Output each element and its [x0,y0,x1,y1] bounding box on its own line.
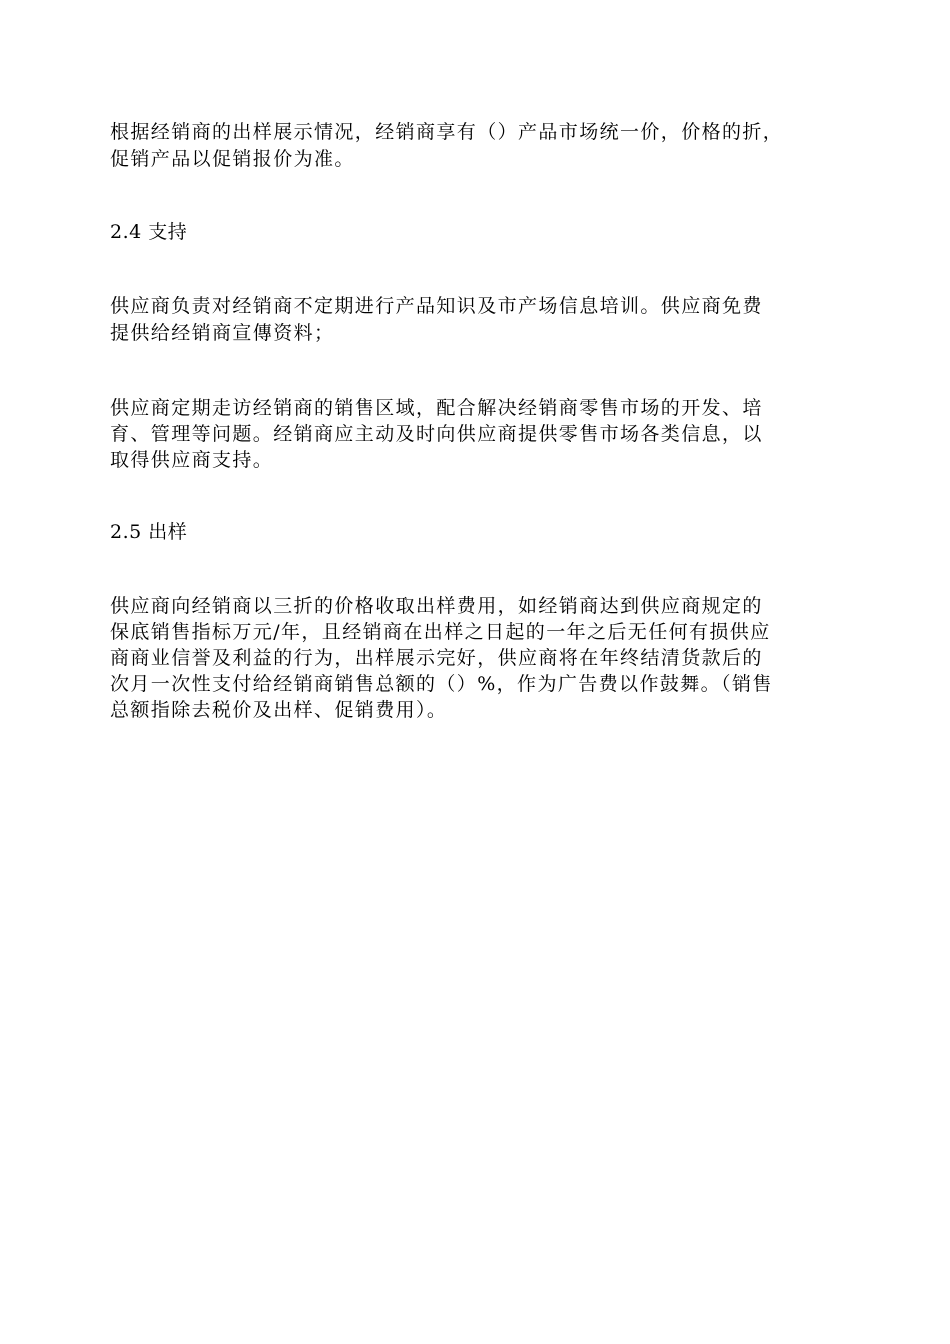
paragraph-4-line-3: 商商业信誉及利益的行为，出样展示完好，供应商将在年终结清货款后的 [110,647,763,669]
paragraph-4-line-1: 供应商向经销商以三折的价格收取出样费用，如经销商达到供应商规定的 [110,595,763,617]
paragraph-1-line-1: 根据经销商的出样展示情况，经销商享有（）产品市场统一价，价格的折， [110,121,784,143]
section-heading-2-4: 2.4 支持 [110,221,188,243]
paragraph-2-line-2: 提供给经销商宣傳资料； [110,322,335,344]
paragraph-3-line-2: 育、管理等问题。经销商应主动及时向供应商提供零售市场各类信息，以 [110,423,763,445]
paragraph-4-line-5: 总额指除去税价及出样、促销费用）。 [110,699,448,721]
paragraph-4-line-4: 次月一次性支付给经销商销售总额的（）%，作为广告费以作鼓舞。（销售 [110,673,773,695]
paragraph-2-line-1: 供应商负责对经销商不定期进行产品知识及市产场信息培训。供应商免费 [110,295,763,317]
paragraph-3-line-1: 供应商定期走访经销商的销售区域，配合解决经销商零售市场的开发、培 [110,397,763,419]
paragraph-1-line-2: 促销产品以促销报价为准。 [110,148,355,170]
paragraph-4-line-2: 保底销售指标万元/年，且经销商在出样之日起的一年之后无任何有损供应 [110,621,771,643]
section-heading-2-5: 2.5 出样 [110,521,188,543]
paragraph-3-line-3: 取得供应商支持。 [110,449,274,471]
